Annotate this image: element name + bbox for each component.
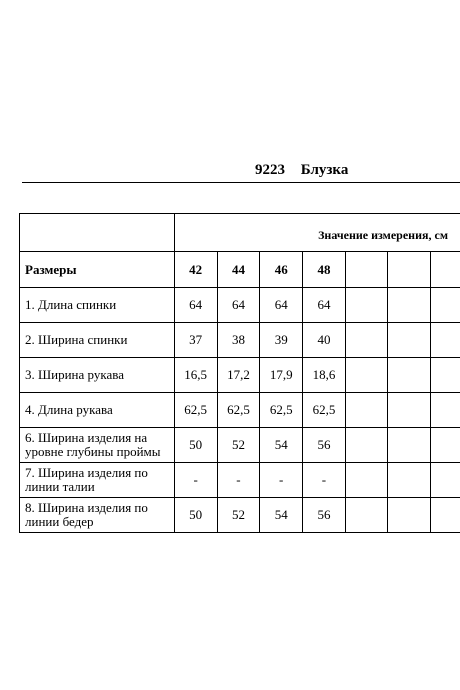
measurement-row xyxy=(20,428,460,463)
value-cell: 46 xyxy=(260,252,303,288)
row-label: Размеры xyxy=(20,252,175,288)
value-cell xyxy=(388,498,430,533)
value-cell: 62,5 xyxy=(303,393,346,428)
value-cell xyxy=(430,358,460,393)
sizes-row xyxy=(20,252,460,288)
row-label: 6. Ширина изделия на уровне глубины проймы xyxy=(20,428,175,463)
value-cell: 40 xyxy=(303,323,346,358)
header-empty-cell xyxy=(20,214,175,252)
value-cell: - xyxy=(260,463,303,498)
measurement-row xyxy=(20,358,460,393)
value-cell xyxy=(430,288,460,323)
measurement-row xyxy=(20,323,460,358)
title-underline xyxy=(22,182,460,183)
value-cell xyxy=(345,463,387,498)
value-cell xyxy=(430,463,460,498)
value-cell: - xyxy=(217,463,260,498)
model-code: 9223 xyxy=(255,162,285,178)
value-cell xyxy=(430,428,460,463)
size-chart-body xyxy=(20,214,460,533)
value-cell xyxy=(430,323,460,358)
value-cell: 56 xyxy=(303,428,346,463)
value-cell xyxy=(345,252,387,288)
value-cell xyxy=(388,463,430,498)
value-cell: 50 xyxy=(174,428,217,463)
measurement-header: Значение измерения, см xyxy=(174,214,460,252)
row-label: 7. Ширина изделия по линии талии xyxy=(20,463,175,498)
value-cell: 52 xyxy=(217,498,260,533)
value-cell: 56 xyxy=(303,498,346,533)
value-cell: 48 xyxy=(303,252,346,288)
row-label: 8. Ширина изделия по линии бедер xyxy=(20,498,175,533)
value-cell: 64 xyxy=(217,288,260,323)
value-cell xyxy=(345,323,387,358)
size-chart-table xyxy=(19,213,460,533)
measurement-row xyxy=(20,393,460,428)
measurement-row xyxy=(20,288,460,323)
value-cell xyxy=(345,498,387,533)
value-cell: 62,5 xyxy=(217,393,260,428)
value-cell: 39 xyxy=(260,323,303,358)
value-cell: 38 xyxy=(217,323,260,358)
value-cell: 54 xyxy=(260,428,303,463)
value-cell xyxy=(388,358,430,393)
row-label: 3. Ширина рукава xyxy=(20,358,175,393)
value-cell: 44 xyxy=(217,252,260,288)
value-cell: 64 xyxy=(303,288,346,323)
value-cell: 16,5 xyxy=(174,358,217,393)
table-header-row xyxy=(20,214,460,252)
value-cell xyxy=(430,252,460,288)
row-label: 1. Длина спинки xyxy=(20,288,175,323)
value-cell xyxy=(388,393,430,428)
product-name: Блузка xyxy=(300,162,349,178)
measurement-row xyxy=(20,463,460,498)
value-cell: 42 xyxy=(174,252,217,288)
value-cell: 17,9 xyxy=(260,358,303,393)
value-cell: 54 xyxy=(260,498,303,533)
value-cell xyxy=(430,393,460,428)
value-cell xyxy=(345,393,387,428)
value-cell: - xyxy=(174,463,217,498)
value-cell xyxy=(345,288,387,323)
row-label: 4. Длина рукава xyxy=(20,393,175,428)
value-cell: 62,5 xyxy=(260,393,303,428)
document-title xyxy=(255,162,348,179)
value-cell: 64 xyxy=(260,288,303,323)
value-cell: 37 xyxy=(174,323,217,358)
value-cell xyxy=(388,288,430,323)
measurement-row xyxy=(20,498,460,533)
value-cell: 50 xyxy=(174,498,217,533)
value-cell xyxy=(430,498,460,533)
value-cell xyxy=(345,358,387,393)
value-cell: 52 xyxy=(217,428,260,463)
value-cell: 62,5 xyxy=(174,393,217,428)
value-cell xyxy=(388,252,430,288)
value-cell xyxy=(388,428,430,463)
value-cell xyxy=(388,323,430,358)
value-cell: 17,2 xyxy=(217,358,260,393)
value-cell: 18,6 xyxy=(303,358,346,393)
row-label: 2. Ширина спинки xyxy=(20,323,175,358)
value-cell: 64 xyxy=(174,288,217,323)
value-cell xyxy=(345,428,387,463)
value-cell: - xyxy=(303,463,346,498)
